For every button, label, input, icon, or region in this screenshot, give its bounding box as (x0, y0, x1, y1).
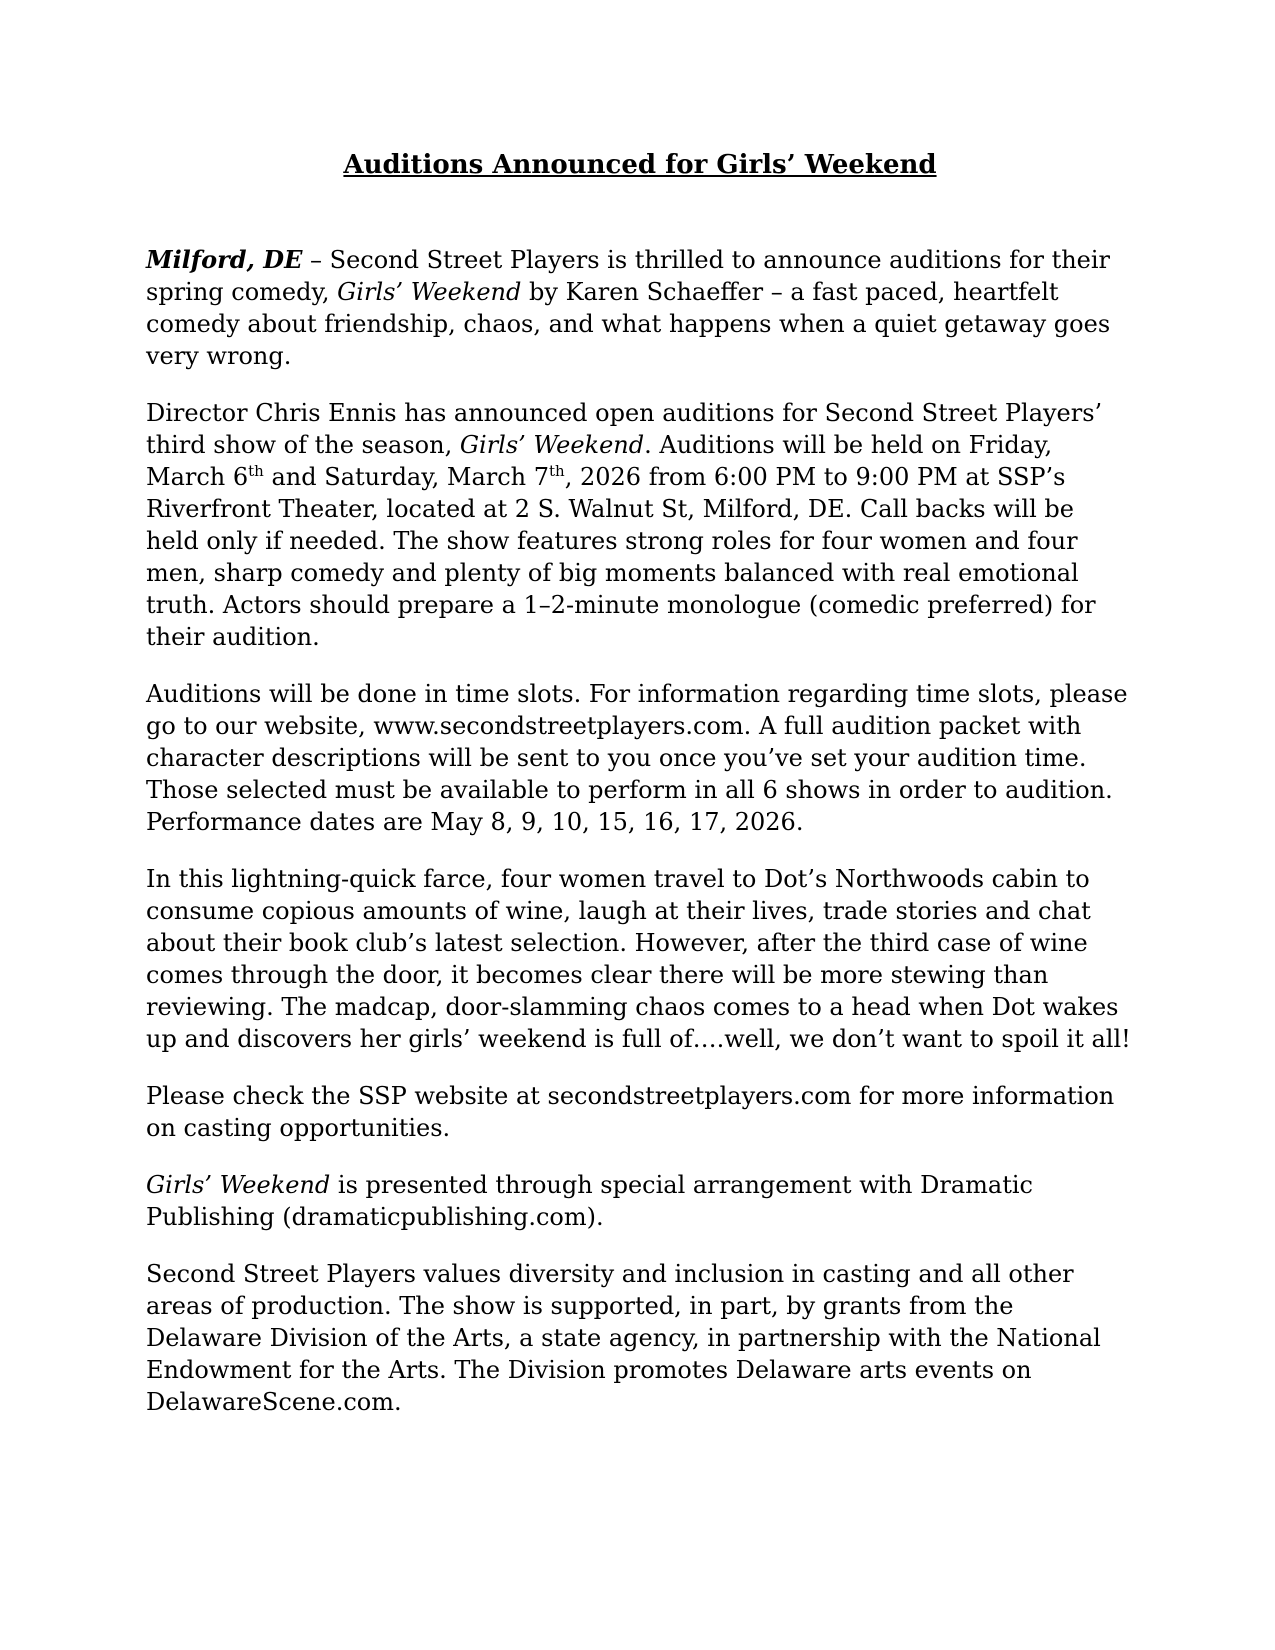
text-run: and Saturday, March 7 (263, 463, 550, 491)
paragraph-diversity-support (146, 1258, 1134, 1418)
dateline-milford-de: Milford, DE (146, 245, 303, 274)
ordinal-superscript: th (248, 462, 264, 480)
paragraph-intro (146, 244, 1134, 372)
text-run: . Auditions will be held on Friday, March 6 (146, 431, 1053, 491)
text-run: In this lightning-quick farce, four women travel to Dot’s Northwoods cabin to consume copious amounts of wine, laugh at their lives, trade stories and chat about their book club’s latest selection. However, after the third case of wine comes through the door, it becomes clear there will be more stewing than reviewing. The madcap, door-slamming chaos comes to a head when Dot wakes up and discovers her girls’ weekend is full of….well, we don’t want to spoil it all! (146, 865, 1131, 1053)
text-run: Please check the SSP website at secondstreetplayers.com for more information on casting opportunities. (146, 1082, 1115, 1142)
show-title: Girls’ Weekend (337, 278, 522, 306)
text-run: Second Street Players values diversity and inclusion in casting and all other areas of production. The show is supported, in part, by grants from the Delaware Division of the Arts, a state agency, in partnership with the National Endowment for the Arts. The Division promotes Delaware arts events on DelawareScene.com. (146, 1260, 1101, 1416)
text-run: Auditions will be done in time slots. For information regarding time slots, please go to our website, www.secondstreetplayers.com. A full audition packet with character descriptions will be sent to you once you’ve set your audition time. Those selected must be available to perform in all 6 shows in order to audition. Performance dates are May 8, 9, 10, 15, 16, 17, 2026. (146, 680, 1128, 836)
document-content (146, 148, 1134, 1443)
text-run: Director Chris Ennis has announced open auditions for Second Street Players’ third show of the season, (146, 399, 1103, 459)
document-title: Auditions Announced for Girls’ Weekend (343, 150, 937, 180)
paragraph-synopsis (146, 863, 1134, 1055)
text-run: , 2026 from 6:00 PM to 9:00 PM at SSP’s Riverfront Theater, located at 2 S. Walnut St, Milford, DE. Call backs will be held only if needed. The show features strong roles for four women and four men, sharp comedy and plenty of big moments balanced with real emotional truth. Actors should prepare a 1–2-minute monologue (comedic preferred) for their audition. (146, 463, 1096, 651)
text-run: is presented through special arrangement with Dramatic Publishing (dramaticpublishing.com). (146, 1171, 1033, 1231)
ordinal-superscript: th (549, 462, 565, 480)
show-title: Girls’ Weekend (459, 431, 645, 459)
paragraph-website-info (146, 1080, 1134, 1144)
show-title: Girls’ Weekend (146, 1171, 331, 1199)
paragraph-publishing-rights (146, 1169, 1134, 1233)
paragraph-director-announcement (146, 397, 1134, 653)
text-run: by Karen Schaeffer – a fast paced, heartfelt comedy about friendship, chaos, and what happens when a quiet getaway goes very wrong. (146, 278, 1111, 370)
text-run: – Second Street Players is thrilled to announce auditions for their spring comedy, (146, 246, 1111, 306)
paragraph-time-slots (146, 678, 1134, 838)
